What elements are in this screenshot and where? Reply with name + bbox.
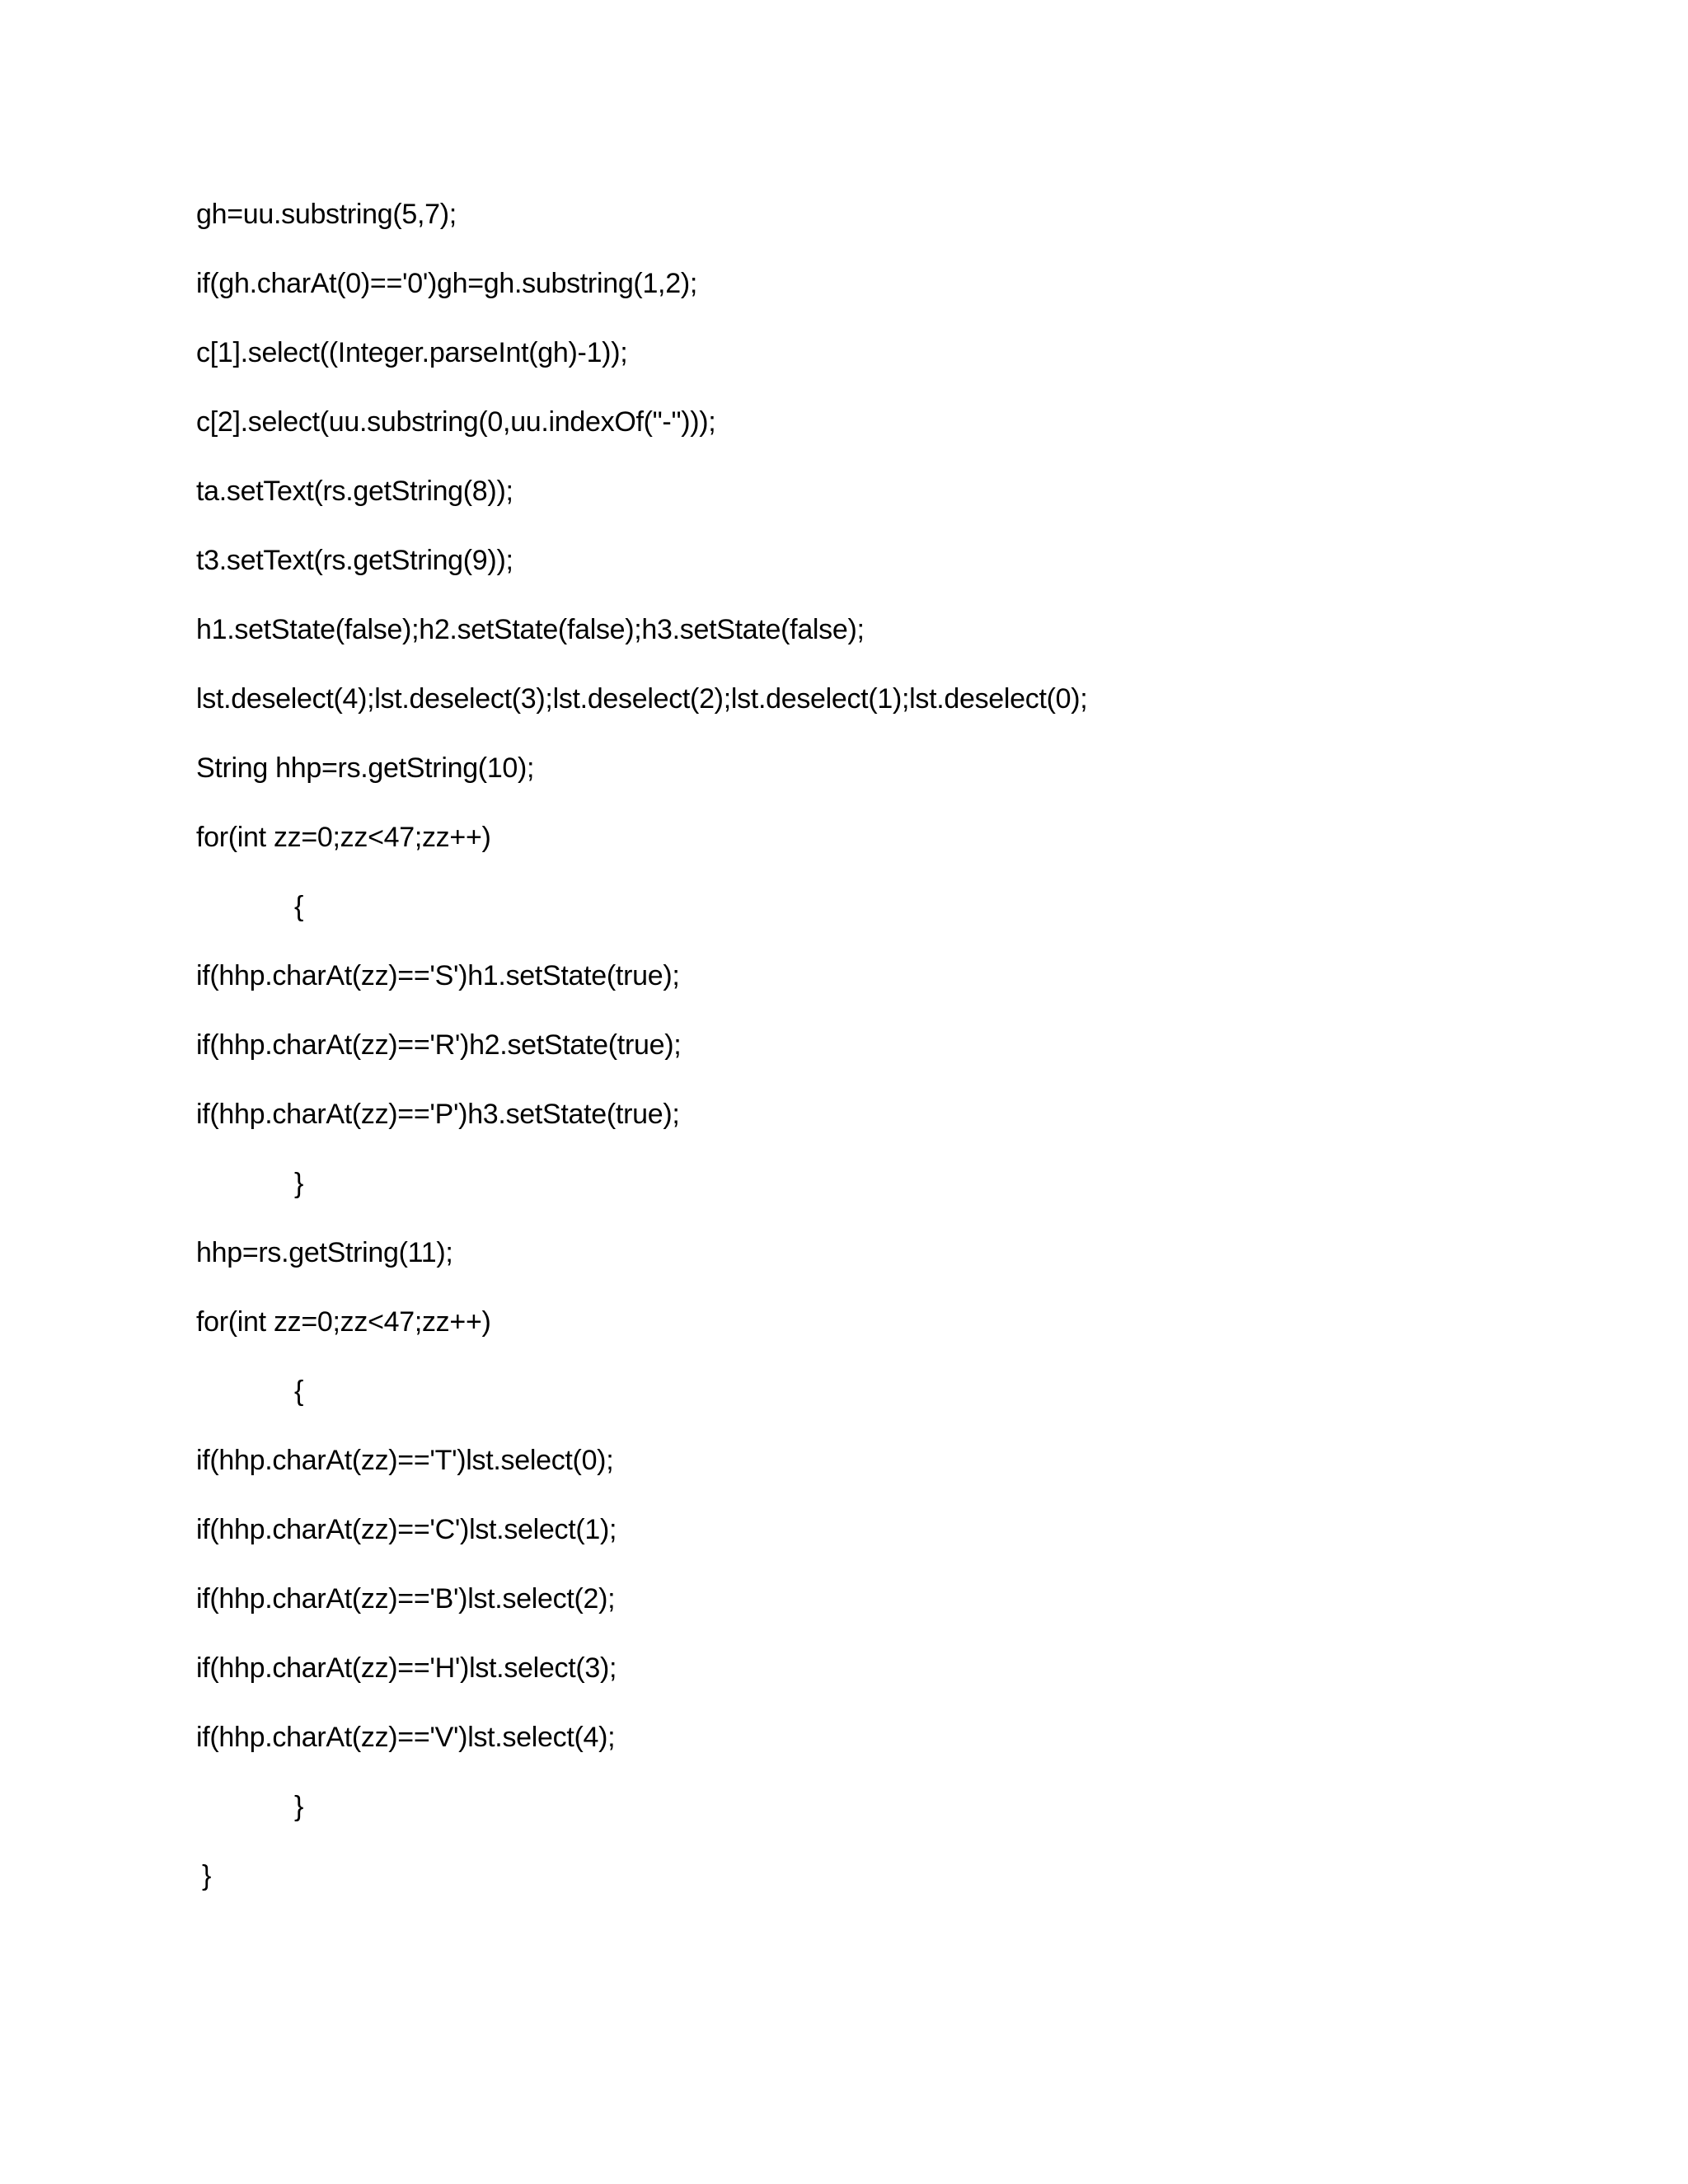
code-line-9: String hhp=rs.getString(10);	[196, 752, 535, 784]
code-line-24: }	[294, 1791, 304, 1822]
code-line-10: for(int zz=0;zz<47;zz++)	[196, 822, 491, 853]
code-line-11: {	[294, 891, 304, 922]
code-line-19: if(hhp.charAt(zz)=='T')lst.select(0);	[196, 1445, 614, 1476]
code-line-5: ta.setText(rs.getString(8));	[196, 476, 513, 507]
code-line-3: c[1].select((Integer.parseInt(gh)-1));	[196, 337, 628, 368]
code-line-18: {	[294, 1376, 304, 1407]
code-line-23: if(hhp.charAt(zz)=='V')lst.select(4);	[196, 1722, 616, 1753]
code-line-21: if(hhp.charAt(zz)=='B')lst.select(2);	[196, 1583, 616, 1615]
code-line-2: if(gh.charAt(0)=='0')gh=gh.substring(1,2);	[196, 268, 697, 299]
code-line-15: }	[294, 1168, 304, 1199]
code-line-17: for(int zz=0;zz<47;zz++)	[196, 1306, 491, 1338]
code-line-16: hhp=rs.getString(11);	[196, 1237, 453, 1268]
code-line-1: gh=uu.substring(5,7);	[196, 199, 457, 230]
code-line-25: }	[202, 1860, 212, 1891]
code-line-4: c[2].select(uu.substring(0,uu.indexOf("-")));	[196, 406, 716, 438]
code-line-20: if(hhp.charAt(zz)=='C')lst.select(1);	[196, 1514, 617, 1545]
code-line-6: t3.setText(rs.getString(9));	[196, 545, 513, 576]
code-line-7: h1.setState(false);h2.setState(false);h3.setState(false);	[196, 614, 865, 645]
code-line-14: if(hhp.charAt(zz)=='P')h3.setState(true);	[196, 1099, 680, 1130]
code-line-12: if(hhp.charAt(zz)=='S')h1.setState(true);	[196, 960, 680, 991]
code-line-8: lst.deselect(4);lst.deselect(3);lst.deselect(2);lst.deselect(1);lst.deselect(0);	[196, 683, 1088, 715]
code-line-22: if(hhp.charAt(zz)=='H')lst.select(3);	[196, 1652, 617, 1684]
code-line-13: if(hhp.charAt(zz)=='R')h2.setState(true);	[196, 1029, 682, 1061]
